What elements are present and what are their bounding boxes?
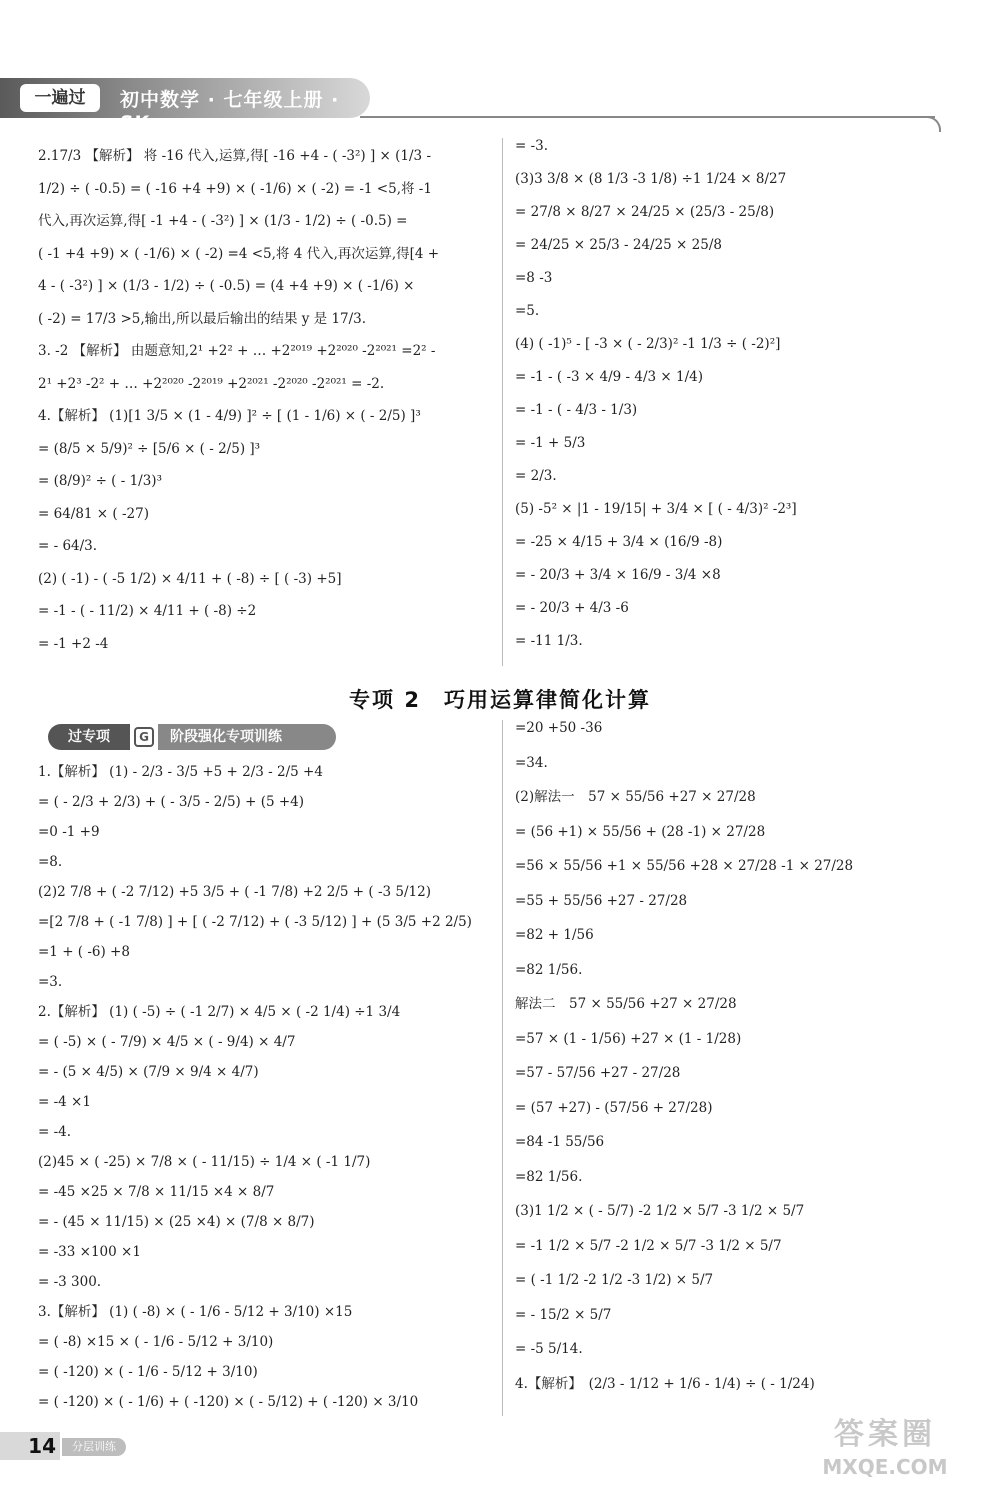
solution-line: = -25 × 4/15 + 3/4 × (16/9 -8) [515, 534, 723, 550]
solution-line: = -4. [38, 1124, 72, 1140]
solution-line: 4.【解析】 (1)[1 3/5 × (1 - 4/9) ]² ÷ [ (1 - 1/6) × ( - 2/5) ]³ [38, 408, 421, 424]
solution-line: = (56 +1) × 55/56 + (28 -1) × 27/28 [515, 823, 766, 840]
solution-line: = -33 ×100 ×1 [38, 1244, 141, 1260]
solution-line: = -4 ×1 [38, 1094, 91, 1110]
solution-line: = ( -120) × ( - 1/6 - 5/12 + 3/10) [38, 1364, 258, 1380]
solution-line: = - 64/3. [38, 538, 98, 554]
solution-line: = -11 1/3. [515, 633, 583, 649]
solution-line: (2)2 7/8 + ( -2 7/12) +5 3/5 + ( -1 7/8) +2 2/5 + ( -3 5/12) [38, 884, 431, 900]
solution-line: = - (45 × 11/15) × (25 ×4) × (7/8 × 8/7) [38, 1214, 315, 1230]
solution-line: = 2/3. [515, 468, 557, 484]
solution-line: = -5 5/14. [515, 1341, 583, 1357]
solution-line: = -3 300. [38, 1274, 102, 1290]
solution-line: =[2 7/8 + ( -1 7/8) ] + [ ( -2 7/12) + ( -3 5/12) ] + (5 3/5 +2 2/5) [38, 914, 472, 930]
solution-line: = (8/5 × 5/9)² ÷ [5/6 × ( - 2/5) ]³ [38, 440, 261, 457]
solution-line: = (8/9)² ÷ ( - 1/3)³ [38, 473, 162, 489]
solution-line: 解法二 57 × 55/56 +27 × 27/28 [515, 996, 737, 1012]
solution-line: =55 + 55/56 +27 - 27/28 [515, 892, 688, 909]
solution-line: = -1 1/2 × 5/7 -2 1/2 × 5/7 -3 1/2 × 5/7 [515, 1237, 782, 1254]
badge-subtitle: 阶段强化专项训练 [158, 724, 336, 750]
solution-line: = ( -5) × ( - 7/9) × 4/5 × ( - 9/4) × 4/7 [38, 1034, 296, 1050]
solution-line: = ( -8) ×15 × ( - 1/6 - 5/12 + 3/10) [38, 1334, 274, 1350]
watermark-url: MXQE.COM [822, 1455, 948, 1479]
header-bar [0, 78, 370, 134]
solution-line: =0 -1 +9 [38, 824, 100, 840]
solution-line: =1 + ( -6) +8 [38, 944, 130, 960]
solution-line: = -45 ×25 × 7/8 × 11/15 ×4 × 8/7 [38, 1184, 275, 1200]
solution-line: = -1 - ( - 11/2) × 4/11 + ( -8) ÷2 [38, 603, 257, 619]
left-top-column [38, 146, 488, 666]
solution-line: =3. [38, 974, 63, 990]
brand-logo: 一遍过 [20, 84, 100, 112]
solution-line: 代入,再次运算,得[ -1 +4 - ( -3²) ] × (1/3 - 1/2) ÷ ( -0.5) = [38, 213, 408, 229]
solution-line: ( -2) = 17/3 >5,输出,所以最后输出的结果 y 是 17/3. [38, 310, 367, 327]
header-rule-curve [925, 116, 941, 132]
solution-line: (2) ( -1) - ( -5 1/2) × 4/11 + ( -8) ÷ [ ( -3) +5] [38, 570, 342, 587]
solution-line: = - 20/3 + 3/4 × 16/9 - 3/4 ×8 [515, 567, 721, 583]
solution-line: = ( -1 1/2 -2 1/2 -3 1/2) × 5/7 [515, 1272, 714, 1288]
solution-line: = -1 + 5/3 [515, 435, 586, 451]
footer-label: 分层训练 [62, 1438, 126, 1456]
watermark-title: 答案圈 [834, 1417, 936, 1452]
solution-line: 3. -2 【解析】 由题意知,2¹ +2² + … +2²⁰¹⁹ +2²⁰²⁰ -2²⁰²¹ =2² - [38, 343, 436, 359]
header-rule [360, 116, 935, 118]
solution-line: 2.17/3 【解析】 将 -16 代入,运算,得[ -16 +4 - ( -3²) ] × (1/3 - [38, 148, 432, 164]
solution-line: = -1 - ( - 4/3 - 1/3) [515, 402, 638, 418]
solution-line: (2)45 × ( -25) × 7/8 × ( - 11/15) ÷ 1/4 × ( -1 1/7) [38, 1154, 371, 1170]
column-divider-bottom [502, 720, 503, 1416]
solution-line: =8. [38, 854, 63, 870]
solution-line: = -1 +2 -4 [38, 635, 109, 652]
solution-line: 2¹ +2³ -2² + … +2²⁰²⁰ -2²⁰¹⁹ +2²⁰²¹ -2²⁰²⁰ -2²⁰²¹ = -2. [38, 375, 385, 392]
solution-line: (3)1 1/2 × ( - 5/7) -2 1/2 × 5/7 -3 1/2 × 5/7 [515, 1203, 805, 1219]
solution-line: =8 -3 [515, 270, 553, 286]
solution-line: =57 - 57/56 +27 - 27/28 [515, 1065, 681, 1081]
solution-line: 1.【解析】 (1) - 2/3 - 3/5 +5 + 2/3 - 2/5 +4 [38, 764, 323, 780]
solution-line: ( -1 +4 +9) × ( -1/6) × ( -2) =4 <5,将 4 代入,再次运算,得[4 + [38, 245, 440, 262]
solution-line: = -1 - ( -3 × 4/9 - 4/3 × 1/4) [515, 369, 703, 385]
solution-line: (3)3 3/8 × (8 1/3 -3 1/8) ÷1 1/24 × 8/27 [515, 171, 787, 187]
solution-line: =82 1/56. [515, 961, 583, 978]
solution-line: = -3. [515, 138, 549, 154]
solution-line: = 27/8 × 8/27 × 24/25 × (25/3 - 25/8) [515, 204, 775, 220]
section-title: 专项 2 巧用运算律简化计算 [349, 688, 651, 712]
book-title: 初中数学 · 七年级上册 · SK [120, 89, 340, 134]
right-top-column [515, 136, 955, 666]
solution-line: = ( - 2/3 + 2/3) + ( - 3/5 - 2/5) + (5 +4) [38, 794, 305, 810]
solution-line: 4.【解析】 (2/3 - 1/12 + 1/6 - 1/4) ÷ ( - 1/24) [515, 1375, 815, 1392]
solution-line: = - 15/2 × 5/7 [515, 1306, 612, 1323]
solution-line: =82 + 1/56 [515, 927, 594, 943]
section-badge [48, 724, 336, 750]
watermark [800, 1415, 970, 1485]
solution-line: 3.【解析】 (1) ( -8) × ( - 1/6 - 5/12 + 3/10) ×15 [38, 1304, 353, 1320]
left-bottom-column [38, 762, 488, 1422]
solution-line: =82 1/56. [515, 1168, 583, 1185]
solution-line: =5. [515, 303, 540, 319]
solution-line: = - 20/3 + 4/3 -6 [515, 600, 629, 616]
solution-line: = ( -120) × ( - 1/6) + ( -120) × ( - 5/12) + ( -120) × 3/10 [38, 1394, 419, 1410]
solution-line: 2.【解析】 (1) ( -5) ÷ ( -1 2/7) × 4/5 × ( -2 1/4) ÷1 3/4 [38, 1004, 401, 1020]
solution-line: (2)解法一 57 × 55/56 +27 × 27/28 [515, 789, 756, 805]
solution-line: = 64/81 × ( -27) [38, 505, 149, 522]
solution-line: =84 -1 55/56 [515, 1134, 605, 1150]
column-divider-top [502, 138, 503, 666]
solution-line: =20 +50 -36 [515, 720, 603, 736]
solution-line: 1/2) ÷ ( -0.5) = ( -16 +4 +9) × ( -1/6) × ( -2) = -1 <5,将 -1 [38, 180, 432, 197]
solution-line: = - (5 × 4/5) × (7/9 × 9/4 × 4/7) [38, 1064, 259, 1080]
solution-line: (4) ( -1)⁵ - [ -3 × ( - 2/3)² -1 1/3 ÷ ( -2)²] [515, 336, 781, 352]
page-header [0, 78, 1000, 134]
solution-line: (5) -5² × |1 - 19/15| + 3/4 × [ ( - 4/3)² -2³] [515, 501, 797, 517]
solution-line: = 24/25 × 25/3 - 24/25 × 25/8 [515, 237, 722, 253]
solution-line: =56 × 55/56 +1 × 55/56 +28 × 27/28 -1 × 27/28 [515, 858, 854, 874]
badge-g-icon: G [134, 727, 154, 747]
right-bottom-column [515, 718, 955, 1418]
solution-line: =57 × (1 - 1/56) +27 × (1 - 1/28) [515, 1030, 742, 1047]
badge-label: 过专项 [48, 724, 130, 750]
page-number: 14 [0, 1432, 60, 1460]
solution-line: = (57 +27) - (57/56 + 27/28) [515, 1099, 713, 1116]
solution-line: =34. [515, 754, 548, 771]
solution-line: 4 - ( -3²) ] × (1/3 - 1/2) ÷ ( -0.5) = (4 +4 +9) × ( -1/6) × [38, 278, 415, 294]
